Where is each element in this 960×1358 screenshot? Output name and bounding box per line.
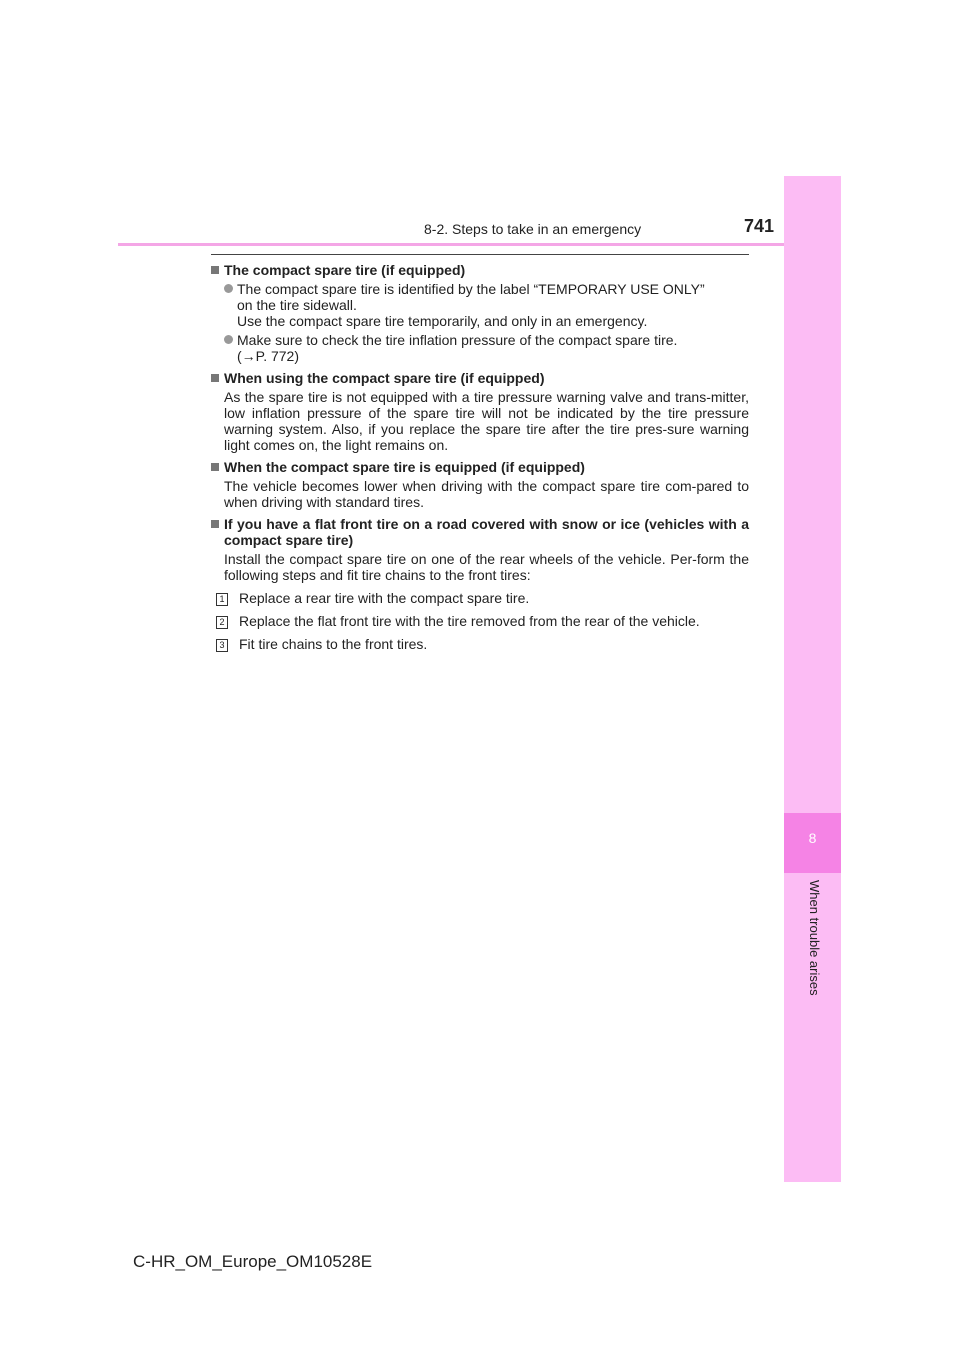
section-heading: If you have a flat front tire on a road covered with snow or ice (vehicles with a compact spare tire) <box>211 516 749 548</box>
step-number-badge: 2 <box>216 616 228 629</box>
page-content <box>211 254 749 658</box>
section-compact-spare-equipped <box>211 459 749 510</box>
step-text: Replace the flat front tire with the tire removed from the rear of the vehicle. <box>239 613 700 629</box>
circle-bullet-icon <box>224 284 233 293</box>
step-item <box>216 636 749 652</box>
step-number-badge: 1 <box>216 593 228 606</box>
section-paragraph: The vehicle becomes lower when driving with the compact spare tire com-pared to when driving with standard tires. <box>224 478 749 510</box>
section-flat-front-tire-snow <box>211 516 749 652</box>
square-bullet-icon <box>211 520 219 528</box>
section-paragraph: Install the compact spare tire on one of the rear wheels of the vehicle. Per-form the following steps and fit tire chains to the front tires: <box>224 551 749 583</box>
section-heading: When using the compact spare tire (if equipped) <box>211 370 749 386</box>
section-heading: The compact spare tire (if equipped) <box>211 262 749 278</box>
square-bullet-icon <box>211 374 219 382</box>
circle-bullet-icon <box>224 335 233 344</box>
bullet-item: Make sure to check the tire inflation pressure of the compact spare tire. (→P. 772) <box>224 332 749 364</box>
square-bullet-icon <box>211 266 219 274</box>
chapter-number: 8 <box>808 830 817 846</box>
document-id: C-HR_OM_Europe_OM10528E <box>133 1252 373 1271</box>
header-rule <box>118 243 841 246</box>
section-paragraph: As the spare tire is not equipped with a tire pressure warning valve and trans-mitter, low inflation pressure of the spare tire will not be indicated by the tire pressure warning system. Also, if you replace the spare tire after the tire pres-sure warning light comes on, the light remains on. <box>224 389 749 453</box>
section-using-compact-spare <box>211 370 749 453</box>
step-text: Replace a rear tire with the compact spare tire. <box>239 590 530 606</box>
step-item <box>216 590 749 606</box>
content-top-rule <box>211 254 749 255</box>
step-item <box>216 613 749 629</box>
step-number-badge: 3 <box>216 639 228 652</box>
bullet-item: The compact spare tire is identified by the label “TEMPORARY USE ONLY” on the tire sidewall. Use the compact spare tire temporarily, and only in an emergency. <box>224 281 749 329</box>
section-heading: When the compact spare tire is equipped (if equipped) <box>211 459 749 475</box>
square-bullet-icon <box>211 463 219 471</box>
page-number: 741 <box>744 216 775 236</box>
section-compact-spare-tire <box>211 262 749 364</box>
section-title: 8-2. Steps to take in an emergency <box>424 221 642 237</box>
page-reference-link[interactable]: (→P. 772) <box>237 348 299 364</box>
chapter-title: When trouble arises <box>807 880 822 996</box>
chapter-side-tab <box>784 176 841 1182</box>
step-text: Fit tire chains to the front tires. <box>239 636 428 652</box>
